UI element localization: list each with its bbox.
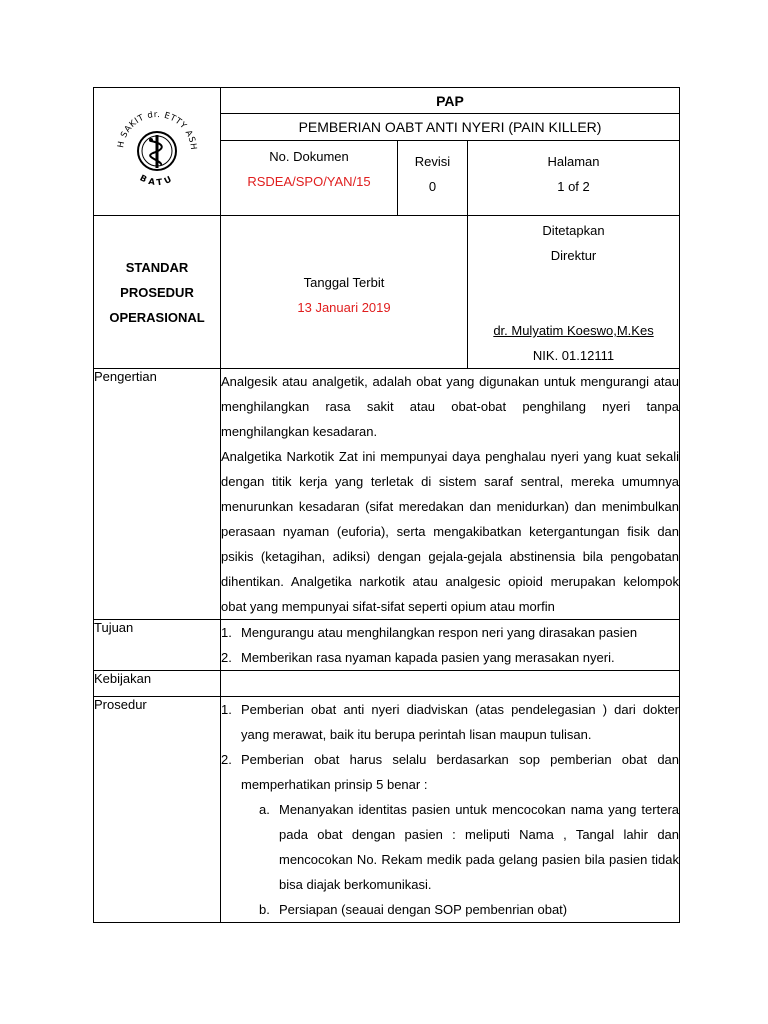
list-item: a. Menanyakan identitas pasien untuk mencocokan nama yang tertera pada obat dengan pasien : meliputi Nama , Tangal lahir dan mencocokan No. Rekam medik pada gelang pasien bila pasien tidak bisa diajak berkomunikasi.	[259, 802, 680, 892]
kebijakan-content	[221, 671, 680, 697]
title-top-cell	[221, 88, 680, 114]
spo-line-2: PROSEDUR	[120, 284, 194, 300]
halaman-value: 1 of 2	[557, 179, 590, 194]
tanggal-terbit-value: 13 Januari 2019	[297, 300, 391, 315]
pengertian-label-cell	[94, 369, 221, 620]
no-dokumen-value: RSDEA/SPO/YAN/15	[247, 174, 371, 189]
halaman-cell	[468, 141, 680, 216]
spo-line-1: STANDAR	[125, 259, 189, 275]
kebijakan-label-cell	[94, 671, 221, 697]
ditetapkan-cell	[468, 216, 680, 369]
list-item: 2. Memberikan rasa nyaman kapada pasien yang merasakan nyeri.	[221, 650, 615, 665]
pengertian-label: Pengertian	[94, 369, 157, 384]
list-item: 2. Pemberian obat harus selalu berdasarkan sop pemberian obat dan memperhatikan prinsip 5 benar : a. Menanyakan identitas pasien untuk mencocokan nama yang tertera pada obat dengan pasien : meliputi Nama , Tangal lahir dan mencocokan No. Rekam medik pada gelang pasien bila pasien tidak bisa diajak berkomunikasi. b. Persiapan (seauai dengan SOP pembenrian obat)	[221, 747, 679, 922]
spo-line-3: OPERASIONAL	[109, 309, 205, 325]
no-dokumen-label: No. Dokumen	[269, 149, 349, 164]
spo-title-cell	[94, 216, 221, 369]
prosedur-label-cell	[94, 697, 221, 923]
direktur-label: Direktur	[550, 248, 597, 263]
director-name: dr. Mulyatim Koeswo,M.Kes	[493, 323, 654, 338]
halaman-label: Halaman	[547, 154, 600, 169]
revisi-value: 0	[428, 179, 437, 194]
title-top: PAP	[436, 92, 464, 109]
tujuan-label-cell	[94, 620, 221, 671]
revisi-label: Revisi	[414, 154, 451, 169]
tujuan-list	[221, 620, 679, 670]
pengertian-paragraph-2: Analgetika Narkotik Zat ini mempunyai daya penghalau nyeri yang kuat sekali dengan titik kerja yang terletak di sistem saraf sentral, mereka umumnya menurunkan kesadaran (sifat meredakan dan menidurkan) dan menimbulkan perasaan nyaman (euforia), serta mengakibatkan ketergantungan fisik dan psikis (ketagihan, adiksi) dengan gejala-gejala abstinensia bila pengobatan dihentikan. Analgetika narkotik atau analgesic opioid merupakan kelompok obat yang mempunyai sifat-sifat seperti opium atau morfin	[221, 449, 680, 614]
svg-text:BATU	[138, 173, 176, 188]
tujuan-content	[221, 620, 680, 671]
tujuan-label: Tujuan	[94, 620, 134, 635]
logo-subtext: BATU	[137, 173, 177, 189]
revisi-cell	[398, 141, 468, 216]
prosedur-list	[221, 697, 679, 922]
list-item: b. Persiapan (seauai dengan SOP pembenrian obat)	[259, 902, 568, 917]
ditetapkan-label: Ditetapkan	[542, 223, 605, 238]
hospital-logo	[107, 95, 207, 205]
kebijakan-label: Kebijakan	[94, 671, 152, 686]
document-title: PEMBERIAN OABT ANTI NYERI (PAIN KILLER)	[298, 119, 602, 135]
prosedur-label: Prosedur	[94, 697, 147, 712]
logo-text: H SAKIT dr. ETTY ASH	[116, 109, 199, 151]
svg-text:RUMAH SAKIT dr. ETTY ASHARTO	[107, 95, 198, 151]
tanggal-terbit-label: Tanggal Terbit	[303, 275, 385, 290]
hospital-logo-cell	[94, 88, 221, 216]
no-dokumen-cell	[221, 141, 398, 216]
list-item: 1. Mengurangu atau menghilangkan respon neri yang dirasakan pasien	[221, 625, 638, 640]
director-nik: NIK. 01.12111	[532, 348, 615, 363]
prosedur-sublist	[241, 797, 679, 922]
pengertian-paragraph-1: Analgesik atau analgetik, adalah obat yang digunakan untuk mengurangi atau menghilangkan rasa sakit atau obat-obat penghilang nyeri tanpa menghilangkan kesadaran.	[221, 374, 680, 439]
prosedur-content	[221, 697, 680, 923]
list-item: 1. Pemberian obat anti nyeri diadviskan (atas pendelegasian ) dari dokter yang merawat, baik itu berupa perintah lisan maupun tulisan.	[221, 702, 680, 742]
tanggal-terbit-cell	[221, 216, 468, 369]
document-title-cell	[221, 114, 680, 141]
spo-table	[93, 87, 680, 923]
pengertian-content	[221, 369, 680, 620]
